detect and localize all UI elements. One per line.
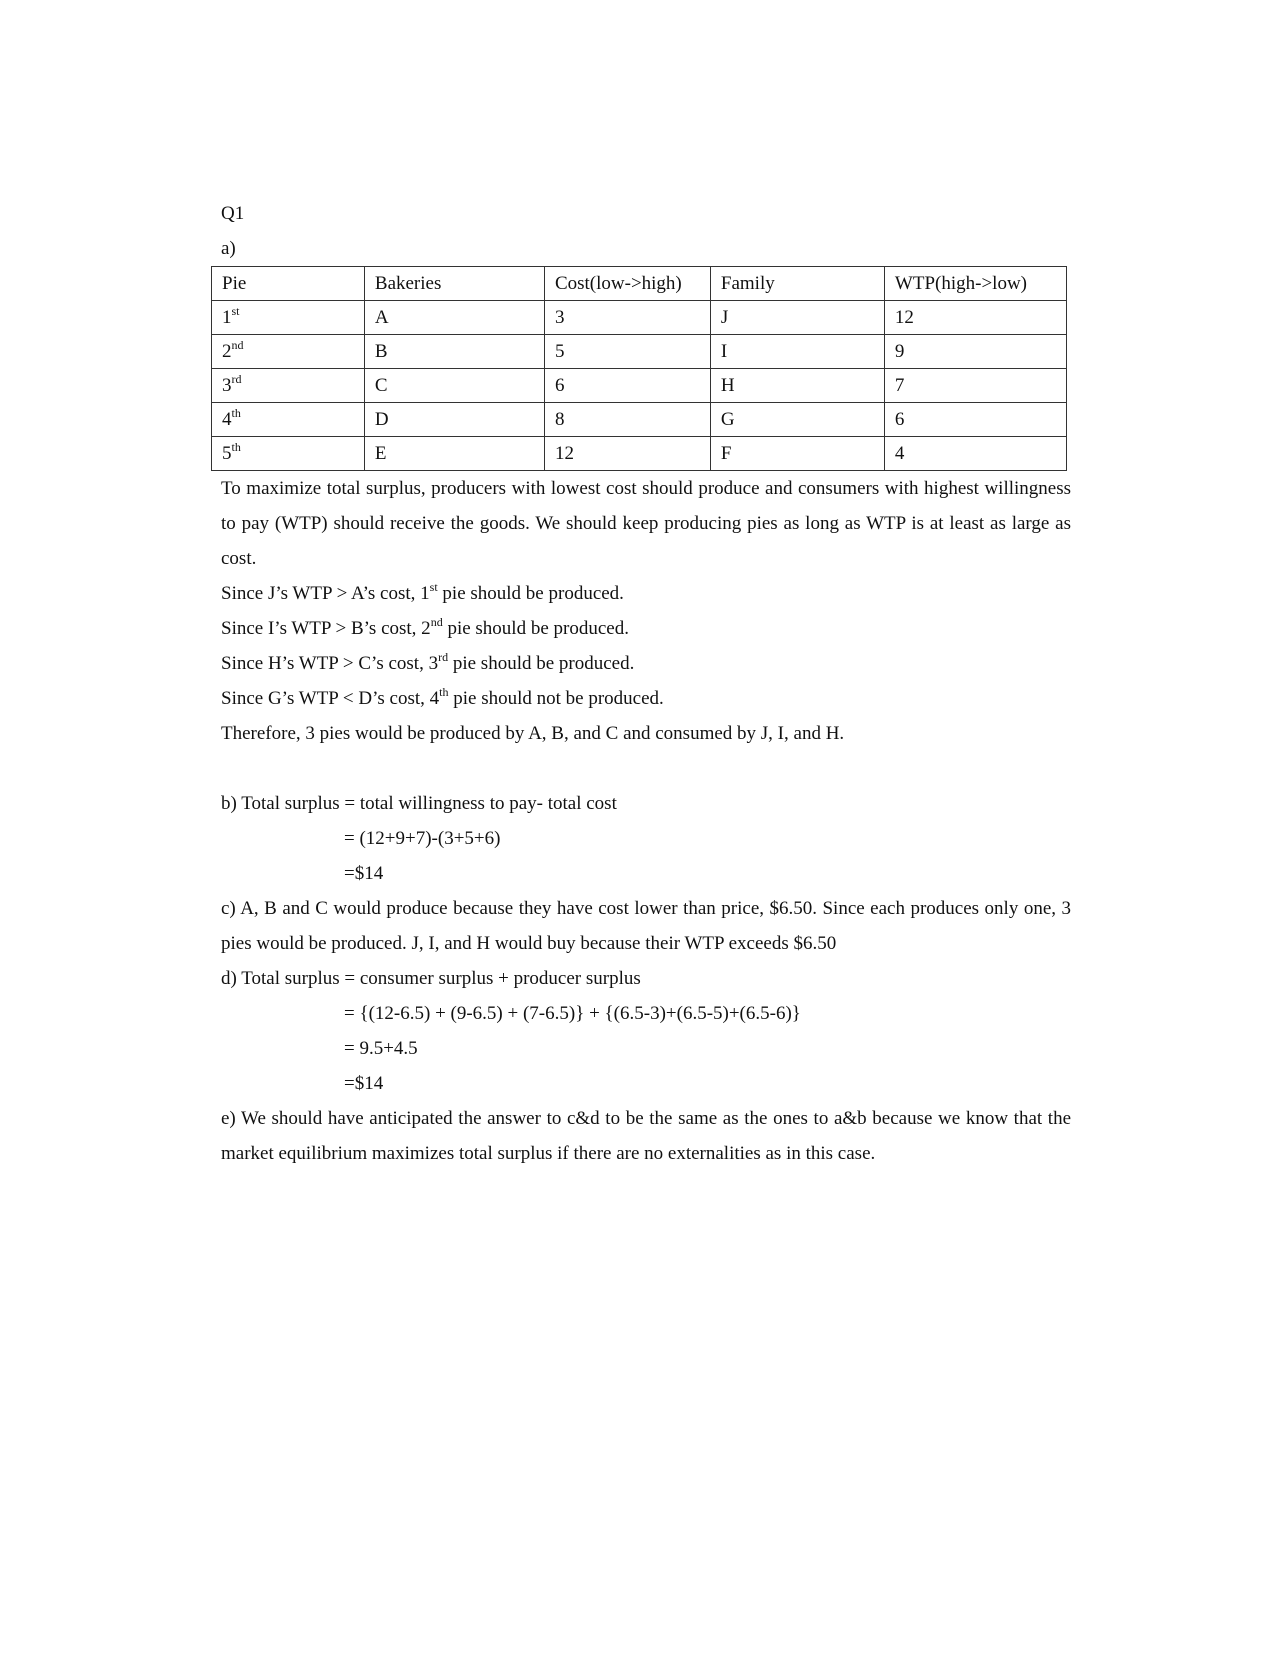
family-cell: J xyxy=(710,301,884,335)
table-header-row xyxy=(212,267,1067,301)
family-cell: F xyxy=(710,437,884,471)
cost-cell: 6 xyxy=(544,369,710,403)
part-d-line2: = {(12-6.5) + (9-6.5) + (7-6.5)} + {(6.5-3)+(6.5-5)+(6.5-6)} xyxy=(344,1003,801,1024)
table-row xyxy=(212,301,1067,335)
bakery-cell: B xyxy=(364,335,544,369)
cost-cell: 8 xyxy=(544,403,710,437)
cost-cell: 12 xyxy=(544,437,710,471)
document-page xyxy=(221,196,1071,1171)
bakery-cell: A xyxy=(364,301,544,335)
header-pie: Pie xyxy=(212,267,365,301)
bakery-cell: D xyxy=(364,403,544,437)
part-d-line3: = 9.5+4.5 xyxy=(344,1038,418,1059)
part-a-explanation: To maximize total surplus, producers with lowest cost should produce and consumers with highest willingness to pay (WTP) should receive the goods. We should keep producing pies as long as WTP is at least as large as cost. xyxy=(221,478,1071,569)
pie-table xyxy=(211,266,1067,471)
part-a-conclusion: Therefore, 3 pies would be produced by A, B, and C and consumed by J, I, and H. xyxy=(221,723,845,744)
bakery-cell: C xyxy=(364,369,544,403)
since-line: Since J’s WTP > A’s cost, 1st pie should be produced. xyxy=(221,580,624,604)
part-e-text: e) We should have anticipated the answer to c&d to be the same as the ones to a&b because we know that the market equilibrium maximizes total surplus if there are no externalities as in this case. xyxy=(221,1108,1071,1164)
table-row xyxy=(212,369,1067,403)
part-b-line1: b) Total surplus = total willingness to pay- total cost xyxy=(221,793,617,814)
table-row xyxy=(212,403,1067,437)
family-cell: I xyxy=(710,335,884,369)
wtp-cell: 6 xyxy=(884,403,1066,437)
question-title: Q1 xyxy=(221,203,245,224)
since-line: Since H’s WTP > C’s cost, 3rd pie should be produced. xyxy=(221,650,635,674)
since-line: Since I’s WTP > B’s cost, 2nd pie should be produced. xyxy=(221,615,629,639)
table-row xyxy=(212,335,1067,369)
part-a-label: a) xyxy=(221,238,236,259)
header-cost: Cost(low->high) xyxy=(544,267,710,301)
pie-number: 1st xyxy=(212,301,365,335)
header-bakeries: Bakeries xyxy=(364,267,544,301)
header-family: Family xyxy=(710,267,884,301)
family-cell: H xyxy=(710,369,884,403)
spacer xyxy=(221,751,1071,786)
pie-number: 4th xyxy=(212,403,365,437)
pie-number: 5th xyxy=(212,437,365,471)
part-b-line3: =$14 xyxy=(344,863,384,884)
pie-number: 2nd xyxy=(212,335,365,369)
since-line: Since G’s WTP < D’s cost, 4th pie should not be produced. xyxy=(221,685,664,709)
family-cell: G xyxy=(710,403,884,437)
wtp-cell: 12 xyxy=(884,301,1066,335)
bakery-cell: E xyxy=(364,437,544,471)
cost-cell: 3 xyxy=(544,301,710,335)
pie-number: 3rd xyxy=(212,369,365,403)
part-d-line4: =$14 xyxy=(344,1073,384,1094)
part-b-line2: = (12+9+7)-(3+5+6) xyxy=(344,828,501,849)
part-d-line1: d) Total surplus = consumer surplus + producer surplus xyxy=(221,968,641,989)
cost-cell: 5 xyxy=(544,335,710,369)
wtp-cell: 7 xyxy=(884,369,1066,403)
header-wtp: WTP(high->low) xyxy=(884,267,1066,301)
wtp-cell: 4 xyxy=(884,437,1066,471)
wtp-cell: 9 xyxy=(884,335,1066,369)
table-row xyxy=(212,437,1067,471)
part-c-text: c) A, B and C would produce because they have cost lower than price, $6.50. Since each produces only one, 3 pies would be produced. J, I, and H would buy because their WTP exceeds $6.50 xyxy=(221,898,1071,954)
